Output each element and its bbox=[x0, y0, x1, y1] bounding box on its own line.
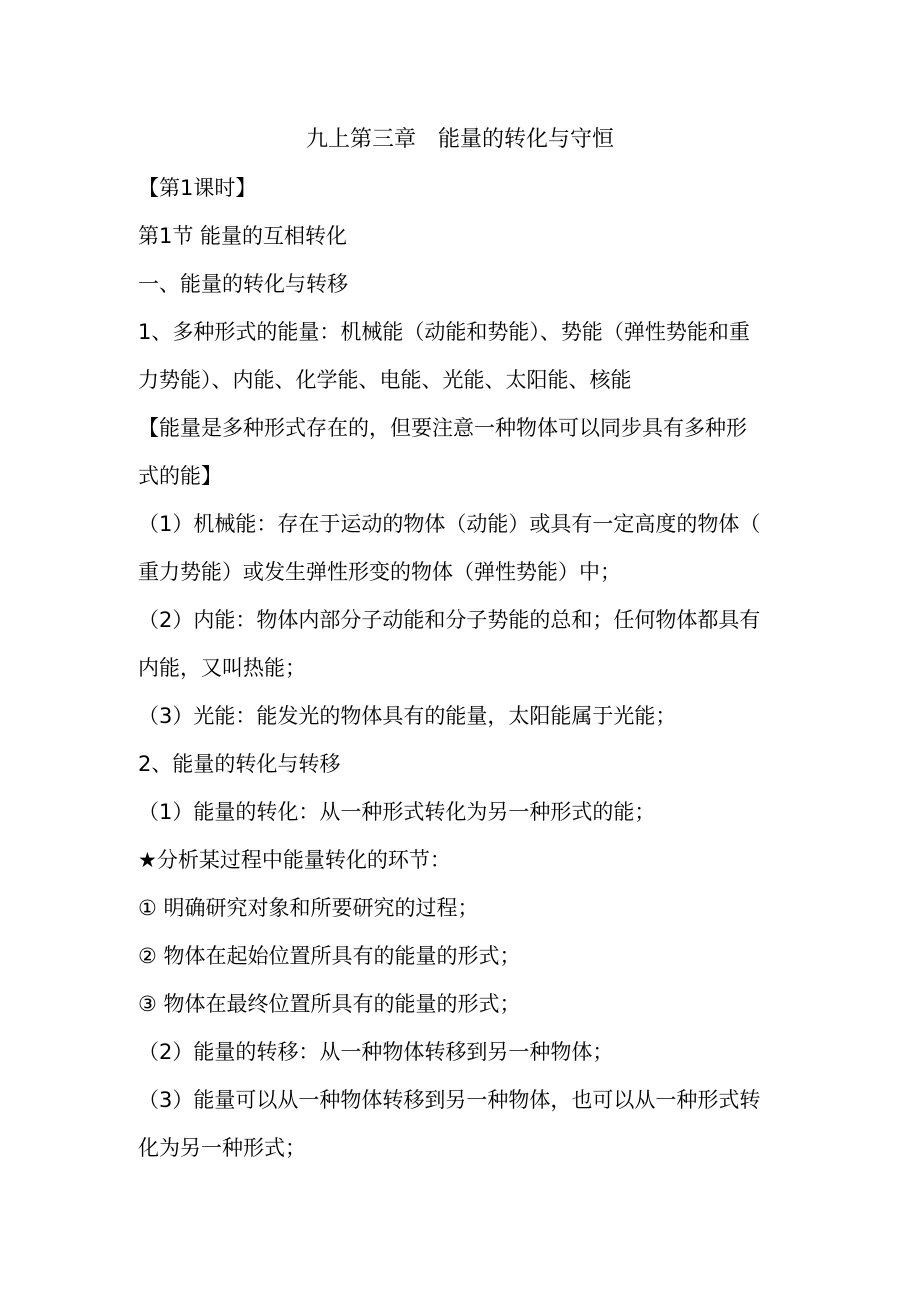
text-line: （3）能量可以从一种物体转移到另一种物体，也可以从一种形式转 bbox=[138, 1088, 761, 1112]
text-line: 1、多种形式的能量：机械能（动能和势能）、势能（弹性势能和重 bbox=[138, 320, 750, 344]
text-line: 2、能量的转化与转移 bbox=[138, 752, 341, 776]
text-line: 式的能】 bbox=[138, 464, 222, 488]
text-line: 第1节 能量的互相转化 bbox=[138, 224, 348, 248]
text-line: ② 物体在起始位置所具有的能量的形式； bbox=[138, 944, 521, 968]
text-line: （1）机械能：存在于运动的物体（动能）或具有一定高度的物体（ bbox=[138, 512, 761, 536]
text-line: 重力势能）或发生弹性形变的物体（弹性势能）中； bbox=[138, 560, 621, 584]
text-line: 内能，又叫热能； bbox=[138, 656, 306, 680]
text-line: （1）能量的转化：从一种形式转化为另一种形式的能； bbox=[138, 800, 656, 824]
text-line: ③ 物体在最终位置所具有的能量的形式； bbox=[138, 992, 521, 1016]
text-line: 力势能）、内能、化学能、电能、光能、太阳能、核能 bbox=[138, 368, 632, 392]
document-title: 九上第三章 能量的转化与守恒 bbox=[305, 127, 614, 152]
text-line: （2）内能：物体内部分子动能和分子势能的总和；任何物体都具有 bbox=[138, 608, 761, 632]
text-line: （3）光能：能发光的物体具有的能量，太阳能属于光能； bbox=[138, 704, 677, 728]
text-line: 【能量是多种形式存在的，但要注意一种物体可以同步具有多种形 bbox=[138, 416, 747, 440]
document-body bbox=[138, 170, 788, 1178]
text-line: 一、能量的转化与转移 bbox=[138, 272, 348, 296]
text-line: 化为另一种形式； bbox=[138, 1136, 306, 1160]
text-line: 【第1课时】 bbox=[138, 176, 257, 200]
text-line: ① 明确研究对象和所要研究的过程； bbox=[138, 896, 479, 920]
text-line: （2）能量的转移：从一种物体转移到另一种物体； bbox=[138, 1040, 614, 1064]
text-line: ★分析某过程中能量转化的环节： bbox=[138, 848, 451, 872]
